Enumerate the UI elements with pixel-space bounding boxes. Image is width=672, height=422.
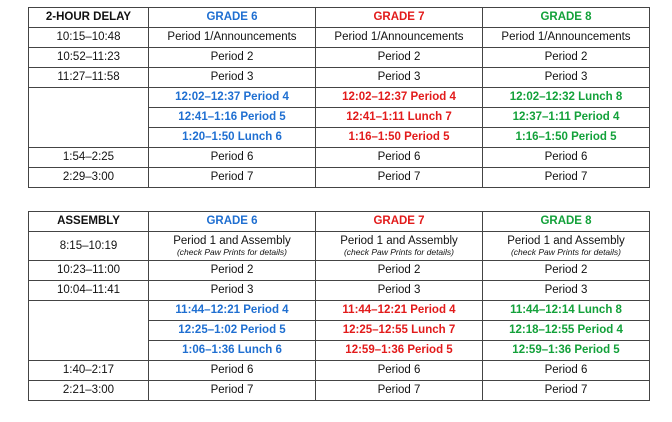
- table-row: [29, 68, 650, 88]
- period-cell: Period 7: [316, 381, 483, 401]
- period-cell: Period 2: [149, 48, 316, 68]
- table-row: [29, 168, 650, 188]
- period-cell: Period 2: [483, 48, 650, 68]
- lunch-cell-grade7: 12:25–12:55 Lunch 7: [316, 321, 483, 341]
- period-cell: Period 7: [483, 168, 650, 188]
- period-cell: Period 1/Announcements: [149, 28, 316, 48]
- assembly-title: ASSEMBLY: [29, 212, 149, 232]
- table-row: [29, 148, 650, 168]
- period-cell: Period 6: [483, 148, 650, 168]
- period-cell: Period 6: [316, 148, 483, 168]
- time-cell: 1:40–2:17: [29, 361, 149, 381]
- time-cell: 10:23–11:00: [29, 261, 149, 281]
- time-cell: 10:52–11:23: [29, 48, 149, 68]
- period-cell: Period 3: [483, 281, 650, 301]
- assembly-grade6-header: GRADE 6: [149, 212, 316, 232]
- assembly-period-label: Period 1 and Assembly: [340, 235, 458, 247]
- lunch-cell-grade8: 1:16–1:50 Period 5: [483, 128, 650, 148]
- assembly-grade7-header: GRADE 7: [316, 212, 483, 232]
- period-cell: [149, 232, 316, 261]
- lunch-time-spacer: [29, 88, 149, 148]
- period-cell: Period 7: [483, 381, 650, 401]
- lunch-cell-grade7: 1:16–1:50 Period 5: [316, 128, 483, 148]
- lunch-cell-grade7: 12:41–1:11 Lunch 7: [316, 108, 483, 128]
- delay-grade7-header: GRADE 7: [316, 8, 483, 28]
- time-cell: 1:54–2:25: [29, 148, 149, 168]
- time-cell: 8:15–10:19: [29, 232, 149, 261]
- lunch-cell-grade6: 12:25–1:02 Period 5: [149, 321, 316, 341]
- period-cell: Period 6: [316, 361, 483, 381]
- lunch-cell-grade8: 12:37–1:11 Period 4: [483, 108, 650, 128]
- period-cell: Period 3: [316, 68, 483, 88]
- assembly-note: (check Paw Prints for details): [510, 247, 622, 257]
- period-cell: Period 2: [149, 261, 316, 281]
- period-cell: Period 1/Announcements: [316, 28, 483, 48]
- period-cell: [483, 232, 650, 261]
- lunch-row: [29, 88, 650, 108]
- delay-schedule-table: [28, 7, 650, 188]
- assembly-header-row: [29, 212, 650, 232]
- lunch-cell-grade6: 12:41–1:16 Period 5: [149, 108, 316, 128]
- lunch-cell-grade7: 12:59–1:36 Period 5: [316, 341, 483, 361]
- period-cell: Period 6: [149, 361, 316, 381]
- lunch-row: [29, 301, 650, 321]
- lunch-cell-grade8: 12:59–1:36 Period 5: [483, 341, 650, 361]
- lunch-cell-grade6: 12:02–12:37 Period 4: [149, 88, 316, 108]
- delay-header-row: [29, 8, 650, 28]
- assembly-note: (check Paw Prints for details): [176, 247, 288, 257]
- period-cell: Period 7: [149, 168, 316, 188]
- lunch-time-spacer: [29, 301, 149, 361]
- table-row: [29, 281, 650, 301]
- assembly-grade8-header: GRADE 8: [483, 212, 650, 232]
- time-cell: 2:29–3:00: [29, 168, 149, 188]
- lunch-cell-grade8: 11:44–12:14 Lunch 8: [483, 301, 650, 321]
- time-cell: 11:27–11:58: [29, 68, 149, 88]
- time-cell: 10:04–11:41: [29, 281, 149, 301]
- lunch-cell-grade7: 11:44–12:21 Period 4: [316, 301, 483, 321]
- lunch-cell-grade7: 12:02–12:37 Period 4: [316, 88, 483, 108]
- period-cell: Period 6: [149, 148, 316, 168]
- lunch-cell-grade8: 12:02–12:32 Lunch 8: [483, 88, 650, 108]
- assembly-note: (check Paw Prints for details): [343, 247, 455, 257]
- lunch-cell-grade6: 1:06–1:36 Lunch 6: [149, 341, 316, 361]
- table-row: [29, 381, 650, 401]
- table-row: [29, 361, 650, 381]
- delay-title: 2-HOUR DELAY: [29, 8, 149, 28]
- lunch-cell-grade6: 11:44–12:21 Period 4: [149, 301, 316, 321]
- delay-grade8-header: GRADE 8: [483, 8, 650, 28]
- period-cell: Period 7: [316, 168, 483, 188]
- period-cell: [316, 232, 483, 261]
- lunch-cell-grade6: 1:20–1:50 Lunch 6: [149, 128, 316, 148]
- period-cell: Period 2: [316, 261, 483, 281]
- period-cell: Period 2: [316, 48, 483, 68]
- period-cell: Period 3: [149, 68, 316, 88]
- delay-grade6-header: GRADE 6: [149, 8, 316, 28]
- assembly-period-label: Period 1 and Assembly: [173, 235, 291, 247]
- table-row: [29, 261, 650, 281]
- period-cell: Period 3: [149, 281, 316, 301]
- period-cell: Period 3: [316, 281, 483, 301]
- period-cell: Period 1/Announcements: [483, 28, 650, 48]
- table-row: [29, 48, 650, 68]
- lunch-cell-grade8: 12:18–12:55 Period 4: [483, 321, 650, 341]
- time-cell: 2:21–3:00: [29, 381, 149, 401]
- period-cell: Period 6: [483, 361, 650, 381]
- table-row: [29, 232, 650, 261]
- period-cell: Period 7: [149, 381, 316, 401]
- period-cell: Period 2: [483, 261, 650, 281]
- period-cell: Period 3: [483, 68, 650, 88]
- assembly-schedule-table: [28, 211, 650, 401]
- assembly-period-label: Period 1 and Assembly: [507, 235, 625, 247]
- table-row: [29, 28, 650, 48]
- time-cell: 10:15–10:48: [29, 28, 149, 48]
